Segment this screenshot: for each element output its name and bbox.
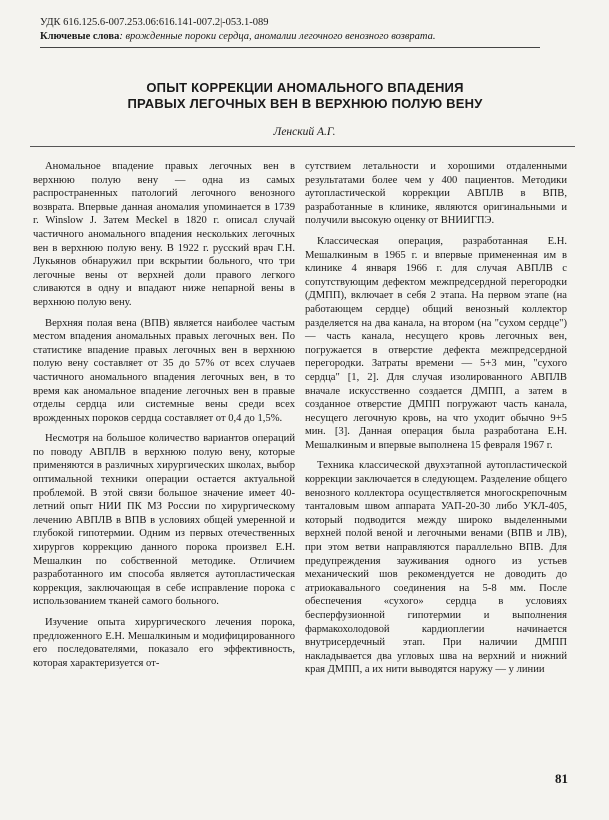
paragraph: Изучение опыта хирургического лечения порока, предложенного Е.Н. Мешалкиным и модифицированного его последователями, показало его эффективность, которая характеризуется от- — [33, 617, 295, 669]
paragraph: Аномальное впадение правых легочных вен в верхнюю полую вену — одна из самых распространенных патологий легочного венозного возврата. Впервые данная аномалия упоминается в 1739 г. Winslow J. Затем Meckel в 1820 г. описал случай частичного аномального впадения нескольких легочных вен в верхнюю полую вену. В 1922 г. русский врач Г.Н. Лукьянов обнаружил при вскрытии больного, что три легочные вены от верхней доли правого легкого сливаются в одну и впадают ниже непарной вены в верхнюю полую вену. — [33, 161, 295, 308]
title-divider — [30, 146, 575, 147]
udc-code: УДК 616.125.6-007.253.06:616.141-007.2|-053.1-089 — [40, 17, 269, 28]
paragraph: Техника классической двухэтапной аутопластической коррекции заключается в следующем. Разделение общего венозного коллектора осуществляется многоскрепочным танталовым швом аппарата УАП-20-30 либо УКЛ-405, который подводится между широко выделенными верхней полой веной и легочными венами (ВПВ и ЛВ), при этом ветви направляются параллельно ВПВ. Для предупреждения зауживания одного из устьев механический шов рекомендуется не доводить до атриокавального соединения на 5-8 мм. После обеспечения «сухого» сердца в условиях бесперфузионной гипотермии и выполнения фармакохолодовой кардиоплегии начинается внутрисердечный этап. При наличии ДМПП накладывается два угловых шва на верхний и нижний края ДМПП, а их нити выводятся наружу — у линии — [305, 460, 567, 676]
paragraph: сутствием летальности и хорошими отдаленными результатами более чем у 400 пациентов. Методики аутопластической коррекции АВПЛВ в ВПВ, разработанные в клинике, являются оригинальными и получили высокую оценку от ВНИИГПЭ. — [305, 161, 567, 227]
right-column — [305, 160, 567, 684]
article-title — [40, 80, 570, 112]
paragraph: Классическая операция, разработанная Е.Н. Мешалкиным в 1965 г. и впервые примененная им в клинике 4 января 1966 г. для случая АВПЛВ с сопутствующим дефектом межпредсердной перегородки (ДМПП), включает в себя 2 этапа. На первом этапе (на работающем сердце) общий венозный коллектор разделяется на два канала, на втором (на "сухом сердце") — часть канала, несущего кровь легочных вен, погружается в отверстие дефекта межпредсердной перегородки. Затраты времени — 5+3 мин, "сухого сердца" [1, 2]. Для случая изолированного АВПЛВ вначале искусственно создается ДМПП, а затем в созданное отверстие ДМПП погружают часть канала, несущего легочную кровь, на что уходит обычно 9+5 мин. [3]. Данная операция была разработана Е.Н. Мешалкиным и впервые выполнена 15 февраля 1967 г. — [305, 235, 567, 451]
keywords-line — [40, 31, 436, 42]
keywords-label: Ключевые слова — [40, 31, 120, 42]
title-line-1: ОПЫТ КОРРЕКЦИИ АНОМАЛЬНОГО ВПАДЕНИЯ — [146, 80, 464, 95]
page-number: 81 — [555, 771, 568, 786]
keywords-text: : врожденные пороки сердца, аномалии легочного венозного возврата. — [119, 31, 436, 42]
title-line-2: ПРАВЫХ ЛЕГОЧНЫХ ВЕН В ВЕРХНЮЮ ПОЛУЮ ВЕНУ — [127, 96, 483, 111]
paragraph: Несмотря на большое количество вариантов операций по поводу АВПЛВ в верхнюю полую вену, которые применяются в различных хирургических школах, выбор оптимальной техники операции остается актуальной проблемой. В этой связи большое значение имеет 40-летний опыт НИИ ПК МЗ России по хирургическому лечению АВПЛВ в ВПВ в условиях общей умеренной и глубокой гипотермии. Одним из первых отечественных хирургов коррекцию данного порока произвел Е.Н. Мешалкин по собственной методике. Отличием разработанного им способа является аутопластическая коррекция, заключающая в себе исправление порока с использованием тканей самого больного. — [33, 433, 295, 608]
paragraph: Верхняя полая вена (ВПВ) является наиболее частым местом впадения аномальных правых легочных вен. По статистике впадение правых легочных вен в верхнюю полую вену составляет от 35 до 57% от всех случаев частичного аномального впадения легочных вен, в то время как аномальное впадение легочных вен в правые отделы сердца или системные вены среди всех врожденных пороков сердца составляет от 0,4 до 1,5%. — [33, 317, 295, 424]
header-divider — [40, 47, 540, 48]
left-column — [33, 160, 295, 677]
author: Ленский А.Г. — [273, 126, 336, 138]
